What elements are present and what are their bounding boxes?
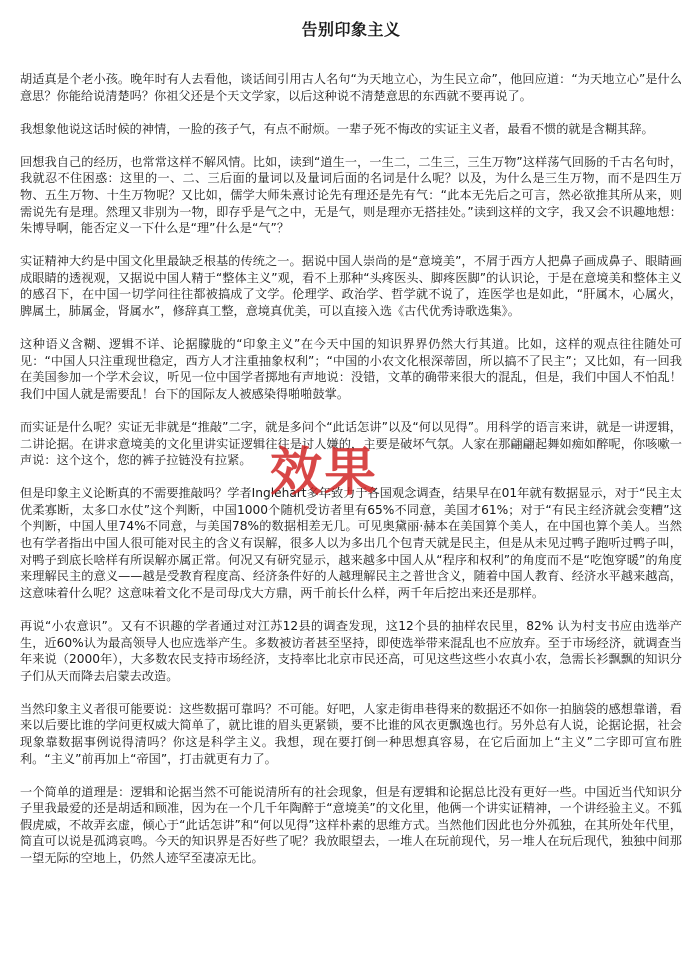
- article-body: [20, 71, 682, 867]
- article-title: 告别印象主义: [301, 20, 401, 39]
- paragraph: 当然印象主义者很可能要说：这些数据可靠吗？不可能。好吧，人家走街串巷得来的数据还不如你一拍脑袋的感想靠谱，看来以后要比谁的学问更权威大简单了，就比谁的眉头更紧锁，要不比谁的风衣更飘逸也行。另外总有人说，论据论据，社会现象靠数据事例说得清吗？你这是科学主义。我想，现在要打倒一种思想真容易，在它后面加上“主义”二字即可宣布胜利。“主义”前再加上“帝国”，打击就更有力了。: [20, 701, 682, 766]
- paragraph: 但是印象主义论断真的不需要推敲吗？学者Inglehart多年致力于各国观念调查，结果早在01年就有数据显示，对于“民主太优柔寡断，太多口水仗”这个判断，中国1000个随机受访者里有65%不同意，美国才61%；对于“有民主经济就会变糟”这个判断，中国人里74%不同意，与美国78%的数据相差无几。可见奥黛丽·赫本在美国算个美人，在中国也算个美人。当然也有学者指出中国人很可能对民主的含义有误解，很多人以为多出几个包青天就是民主，但是从未见过鸭子跑听过鸭子叫，对鸭子到底长啥样有所误解亦属正常。何况又有研究显示，越来越多中国人从“程序和权利”的角度而不是“吃饱穿暖”的角度来理解民主的意义——越是受教育程度高、经济条件好的人越理解民主之普世含义，随着中国人教育、经济水平越来越高，这意味着什么呢？这意味着文化不是司母戊大方鼎，两千前长什么样，两千年后挖出来还是那样。: [20, 486, 682, 600]
- paragraph: 胡适真是个老小孩。晚年时有人去看他，谈话间引用古人名句“为天地立心，为生民立命”，他回应道：“为天地立心”是什么意思？你能给说清楚吗？你祖父还是个天文学家，以后这种说不清楚意思的东西就不要再说了。: [20, 72, 682, 103]
- paragraph: 而实证是什么呢？实证无非就是“推敲”二字，就是多问个“此话怎讲”以及“何以见得”。用科学的语言来讲，就是一讲逻辑，二讲论据。在讲求意境美的文化里讲实证逻辑往往是讨人嫌的，主要是破坏气氛。人家在那翩翩起舞如痴如醉呢，你咳嗽一声说：这个这个，您的裤子拉链没有拉紧。: [20, 420, 682, 468]
- paragraph: 我想象他说这话时候的神情，一脸的孩子气，有点不耐烦。一辈子死不悔改的实证主义者，最看不惯的就是含糊其辞。: [20, 121, 654, 136]
- paragraph: 再说“小农意识”。又有不识趣的学者通过对江苏12县的调查发现，这12个县的抽样农民里，82% 认为村支书应由选举产生，近60%认为最高领导人也应选举产生。多数被访者甚至坚持，即使选举带来混乱也不应放弃。至于市场经济，就调查当年来说（2000年），大多数农民支持市场经济，支持率比北京市民还高，可见这些这些小农真小农，急需长衫飘飘的知识分子们从天而降去启蒙去改造。: [20, 618, 682, 683]
- paragraph: 这种语义含糊、逻辑不详、论据朦胧的“印象主义”在今天中国的知识界界仍然大行其道。比如，这样的观点往往随处可见：“中国人只注重现世稳定，西方人才注重抽象权利”；“中国的小农文化根深蒂固，所以搞不了民主”；又比如，有一回我在美国参加一个学术会议，听见一位中国学者掷地有声地说：没错，文革的确带来很大的混乱，但是，我们中国人不怕乱！我们中国人就是需要乱！台下的国际友人被感染得啪啪鼓掌。: [20, 337, 682, 401]
- watermark-stamp: 效果: [270, 443, 379, 503]
- paragraph: 一个简单的道理是：逻辑和论据当然不可能说清所有的社会现象，但是有逻辑和论据总比没有更好一些。中国近当代知识分子里我最爱的还是胡适和顾准，因为在一个几千年陶醉于“意境美”的文化里，他俩一个讲实证精神，一个讲经验主义。不狐假虎威，不故弄玄虚，倾心于“此话怎讲”和“何以见得”这样朴素的思维方式。当然他们因此也分外孤独，在其所处年代里，简直可以说是孤鸿哀鸣。今天的知识界是否好些了呢？我放眼望去，一堆人在玩前现代，另一堆人在玩后现代，独独中间那一望无际的空地上，仍然人迹罕至凄凉无比。: [20, 784, 682, 866]
- paragraph: 实证精神大约是中国文化里最缺乏根基的传统之一。据说中国人崇尚的是“意境美”，不屑于西方人把鼻子画成鼻子、眼睛画成眼睛的透视观，又据说中国人精于“整体主义”观，看不上那种“头疼医头、脚疼医脚”的认识论，于是在意境美和整体主义的感召下，在中国一切学问往往都被搞成了文学。伦理学、政治学、哲学就不说了，连医学也是如此，“肝属木，心属火，脾属土，肺属金，肾属水”，修辞真工整，意境真优美，可以直接入选《古代优秀诗歌选集》。: [20, 254, 682, 319]
- paragraph: 回想我自己的经历，也常常这样不解风情。比如，读到“道生一，一生二，二生三，三生万物”这样荡气回肠的千古名句时，我就忍不住困惑：这里的一、二、三后面的量词以及量词后面的名词是什么呢？以及，为什么是三生万物，而不是四生万物、五生万物、十生万物呢？又比如，儒学大师朱熹讨论先有理还是先有气：“此本无先后之可言，然必欲推其所从来，则需说先有是理。然理又非别为一物，即存乎是气之中，无是气，则是理亦无搭挂处。”读到这样的文字，我又会不识趣地想：朱博导啊，能否定义一下什么是“理”什么是“气”？: [20, 154, 682, 236]
